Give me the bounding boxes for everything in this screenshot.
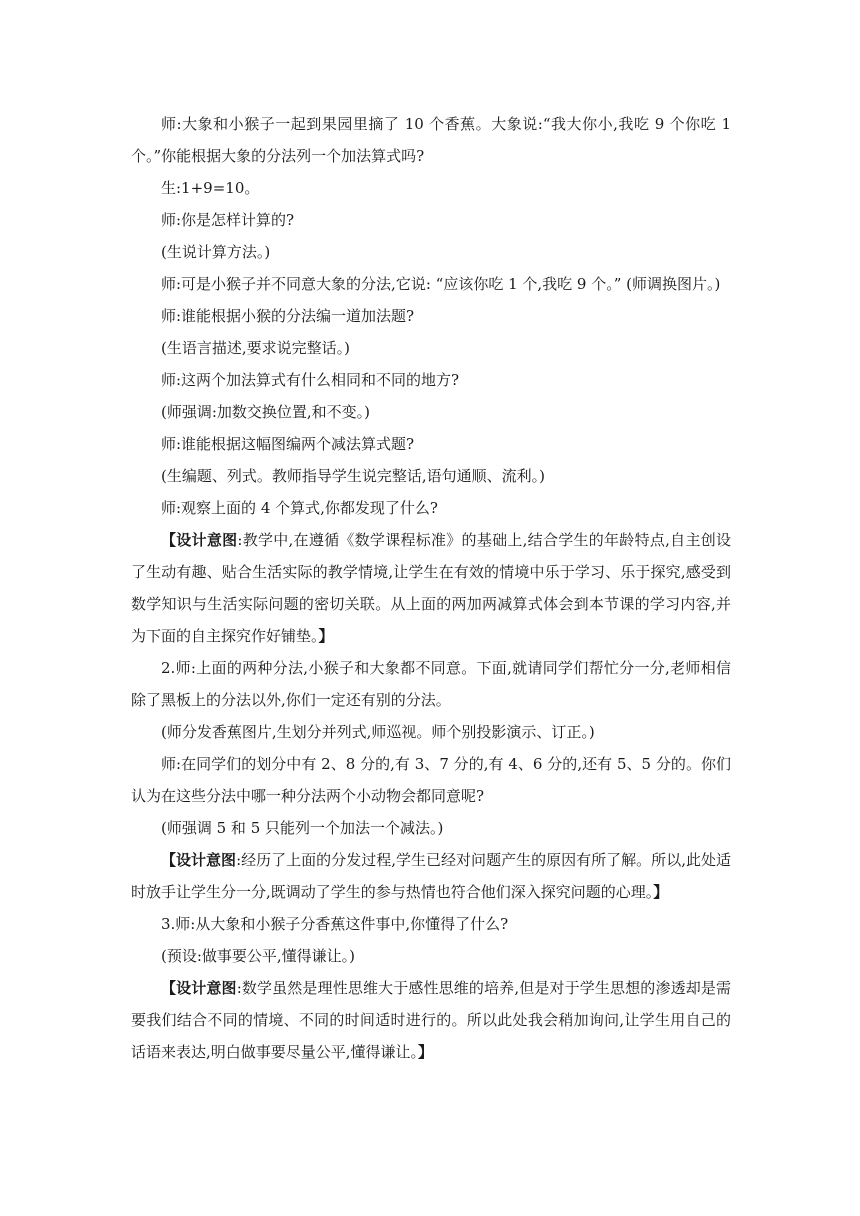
- design-intent-text: :经历了上面的分发过程,学生已经对问题产生的原因有所了解。所以,此处适时放手让学生分一分,既调动了学生的参与热情也符合他们深入探究问题的心理。: [131, 851, 731, 901]
- paragraph: (生说计算方法。): [161, 243, 271, 261]
- paragraph: (预设:做事要公平,懂得谦让。): [161, 947, 356, 965]
- paragraph: 师:这两个加法算式有什么相同和不同的地方?: [161, 371, 460, 389]
- paragraph: 师:在同学们的划分中有 2、8 分的,有 3、7 分的,有 4、6 分的,还有 5、5 分的。你们认为在这些分法中哪一种分法两个小动物会都同意呢?: [131, 755, 731, 805]
- paragraph: (师分发香蕉图片,生划分并列式,师巡视。师个别投影演示、订正。): [161, 723, 595, 741]
- design-intent-note: [131, 844, 731, 908]
- paragraph: 师:谁能根据小猴的分法编一道加法题?: [161, 307, 415, 325]
- paragraph: 生:1+9=10。: [161, 179, 260, 197]
- paragraph: 3.师:从大象和小猴子分香蕉这件事中,你懂得了什么?: [161, 915, 509, 933]
- paragraph: (生编题、列式。教师指导学生说完整话,语句通顺、流利。): [161, 467, 545, 485]
- paragraph: 师:谁能根据这幅图编两个减法算式题?: [161, 435, 415, 453]
- paragraph: 师:你是怎样计算的?: [161, 211, 295, 229]
- paragraph: 师:可是小猴子并不同意大象的分法,它说: “应该你吃 1 个,我吃 9 个。” (师调换图片。): [161, 275, 721, 293]
- design-intent-text: :教学中,在遵循《数学课程标准》的基础上,结合学生的年龄特点,自主创设了生动有趣、贴合生活实际的教学情境,让学生在有效的情境中乐于学习、乐于探究,感受到数学知识与生活实际问题的密切关联。从上面的两加两减算式体会到本节课的学习内容,并为下面的自主探究作好铺垫。: [131, 531, 731, 645]
- document-body: [131, 108, 731, 1068]
- design-intent-end: 】: [653, 883, 669, 901]
- design-intent-end: 】: [318, 627, 334, 645]
- design-intent-label: 【设计意图: [161, 531, 238, 549]
- paragraph: (师强调 5 和 5 只能列一个加法一个减法。): [161, 819, 444, 837]
- design-intent-note: [131, 972, 731, 1068]
- design-intent-label: 【设计意图: [161, 851, 237, 869]
- paragraph: (师强调:加数交换位置,和不变。): [161, 403, 371, 421]
- paragraph: 师:观察上面的 4 个算式,你都发现了什么?: [161, 499, 438, 517]
- design-intent-end: 】: [418, 1043, 434, 1061]
- paragraph: 2.师:上面的两种分法,小猴子和大象都不同意。下面,就请同学们帮忙分一分,老师相信除了黑板上的分法以外,你们一定还有别的分法。: [131, 659, 731, 709]
- paragraph: 师:大象和小猴子一起到果园里摘了 10 个香蕉。大象说:“我大你小,我吃 9 个你吃 1 个。”你能根据大象的分法列一个加法算式吗?: [131, 115, 731, 165]
- paragraph: (生语言描述,要求说完整话。): [161, 339, 350, 357]
- design-intent-note: [131, 524, 731, 652]
- design-intent-label: 【设计意图: [161, 979, 237, 997]
- design-intent-text: :数学虽然是理性思维大于感性思维的培养,但是对于学生思想的渗透却是需要我们结合不同的情境、不同的时间适时进行的。所以此处我会稍加询问,让学生用自己的话语来表达,明白做事要尽量公平,懂得谦让。: [131, 979, 731, 1061]
